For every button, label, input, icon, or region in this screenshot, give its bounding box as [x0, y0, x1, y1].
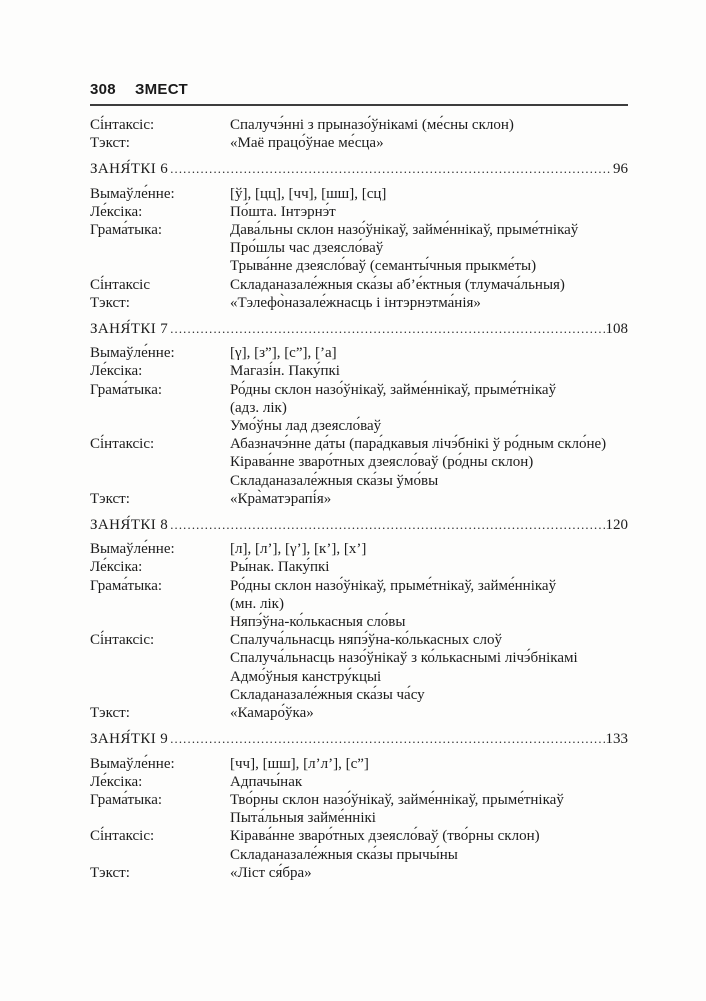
toc-row-line: «Кра̀матэрапі́я» — [230, 490, 332, 507]
toc-row-lines — [230, 435, 628, 490]
toc-row — [90, 435, 628, 490]
toc-row-lines — [230, 116, 628, 134]
toc-row-lines — [230, 704, 628, 722]
toc-row-lines — [230, 773, 628, 791]
toc-row-label: Грама́тыка: — [90, 577, 163, 594]
toc-row — [90, 294, 628, 312]
toc-row-label: Тэкст: — [90, 135, 130, 152]
section-heading — [90, 516, 628, 534]
dot-leader — [170, 320, 604, 338]
toc-row-label: Ле́ксіка: — [90, 363, 143, 380]
toc-row-line: Ро́дны склон назо́ўнікаў, прыме́тнікаў, займе́ннікаў — [230, 577, 557, 594]
page-header — [90, 81, 628, 98]
toc-content — [90, 116, 628, 882]
section-page-number: 133 — [605, 731, 628, 748]
toc-row-line: (мн. лік) — [230, 595, 284, 612]
toc-row — [90, 540, 628, 558]
toc-row-line: Спалуча́льнасць няпэ́ўна-ко́лькасных слоў — [230, 632, 503, 649]
toc-row-lines — [230, 381, 628, 436]
toc-row-lines — [230, 362, 628, 380]
toc-row-label: Грама́тыка: — [90, 791, 163, 808]
toc-row — [90, 864, 628, 882]
section-page-number: 120 — [605, 517, 628, 534]
toc-row — [90, 276, 628, 294]
section-page-number: 96 — [613, 161, 628, 178]
toc-row-lines — [230, 294, 628, 312]
section-title: ЗАНЯ́ТКІ 6 — [90, 161, 169, 178]
toc-row-label: Грама́тыка: — [90, 381, 163, 398]
toc-row — [90, 558, 628, 576]
toc-row-lines — [230, 791, 628, 827]
section-heading — [90, 160, 628, 178]
toc-row-line: Магазі́н. Паку́пкі — [230, 363, 340, 380]
toc-row-line: Про́шлы час дзеясло́ваў — [230, 240, 384, 257]
toc-row-line: Адпачы́нак — [230, 773, 303, 790]
toc-row-label: Сі́нтаксіс — [90, 276, 150, 293]
toc-row-line: «Маё працо́ўнае ме́сца» — [230, 135, 384, 152]
section-heading — [90, 320, 628, 338]
toc-row-label: Ле́ксіка: — [90, 773, 143, 790]
toc-row-lines — [230, 631, 628, 704]
toc-row-line: Кірава́нне зваро́тных дзеясло́ваў (тво́рны склон) — [230, 828, 540, 845]
toc-row-lines — [230, 827, 628, 863]
toc-row — [90, 381, 628, 436]
toc-row-line: Адмо́ўныя канстру́кцыі — [230, 668, 382, 685]
toc-row-line: По́шта. Інтэрнэ́т — [230, 203, 336, 220]
toc-row-label: Тэкст: — [90, 294, 130, 311]
section-heading — [90, 730, 628, 748]
toc-row-line: Пыта́льныя займе́ннікі — [230, 810, 376, 827]
toc-row-line: Складаназале́жныя ска́зы прычы́ны — [230, 846, 458, 863]
toc-row — [90, 203, 628, 221]
toc-row-line: Тво́рны склон назо́ўнікаў, займе́ннікаў, прыме́тнікаў — [230, 791, 564, 808]
toc-row-line: Няпэ́ўна-ко́лькасныя сло́вы — [230, 614, 406, 631]
page-header-title: ЗМЕСТ — [134, 81, 188, 98]
header-rule — [90, 104, 628, 106]
toc-row-line: Абазначэ́нне да́ты (пара́дкавыя лічэ́бнікі ў ро́дным скло́не) — [230, 436, 607, 453]
toc-row-lines — [230, 185, 628, 203]
toc-row-label: Грама́тыка: — [90, 222, 163, 239]
toc-row-line: Кірава́нне зваро́тных дзеясло́ваў (ро́дны склон) — [230, 454, 534, 471]
toc-row-line: [чч], [шш], [л’л’], [с”] — [230, 755, 369, 772]
toc-row-lines — [230, 755, 628, 773]
toc-row — [90, 185, 628, 203]
dot-leader — [170, 160, 612, 178]
toc-row-lines — [230, 221, 628, 276]
toc-row-label: Тэкст: — [90, 864, 130, 881]
toc-row-line: Спалуча́льнасць назо́ўнікаў з ко́лькаснымі лічэ́бнікамі — [230, 650, 578, 667]
toc-row-line: Складаназале́жныя ска́зы аб’е́ктныя (тлумача́льныя) — [230, 276, 565, 293]
page-number: 308 — [90, 81, 116, 98]
toc-row — [90, 631, 628, 704]
toc-row — [90, 827, 628, 863]
toc-row — [90, 755, 628, 773]
toc-row-label: Сі́нтаксіс: — [90, 828, 155, 845]
section-title: ЗАНЯ́ТКІ 9 — [90, 731, 169, 748]
toc-row-label: Тэкст: — [90, 490, 130, 507]
toc-row-line: [γ], [з”], [с”], [’а] — [230, 345, 337, 362]
toc-row-label: Вымаўле́нне: — [90, 185, 175, 202]
toc-row-label: Вымаўле́нне: — [90, 345, 175, 362]
toc-row-line: Ры́нак. Паку́пкі — [230, 559, 330, 576]
toc-row — [90, 362, 628, 380]
toc-row-line: [л], [л’], [γ’], [к’], [х’] — [230, 541, 367, 558]
toc-row-line: (адз. лік) — [230, 399, 287, 416]
toc-row — [90, 704, 628, 722]
toc-row-label: Тэкст: — [90, 705, 130, 722]
toc-row-line: Складаназале́жныя ска́зы ча́су — [230, 686, 425, 703]
toc-row-label: Ле́ксіка: — [90, 203, 143, 220]
toc-row-lines — [230, 134, 628, 152]
toc-row — [90, 116, 628, 134]
toc-row-line: Умо́ўны лад дзеясло́ваў — [230, 418, 382, 435]
toc-row-line: Дава́льны склон назо́ўнікаў, займе́ннікаў, прыме́тнікаў — [230, 222, 579, 239]
toc-row-line: Складаназале́жныя ска́зы ўмо́вы — [230, 472, 439, 489]
toc-row-lines — [230, 864, 628, 882]
toc-row — [90, 490, 628, 508]
toc-row-line: «Ліст ся́бра» — [230, 864, 312, 881]
toc-row-label: Вымаўле́нне: — [90, 755, 175, 772]
toc-row — [90, 221, 628, 276]
toc-row-label: Ле́ксіка: — [90, 559, 143, 576]
toc-row-label: Сі́нтаксіс: — [90, 117, 155, 133]
toc-row — [90, 773, 628, 791]
toc-row-label: Сі́нтаксіс: — [90, 632, 155, 649]
toc-row-line: Ро́дны склон назо́ўнікаў, займе́ннікаў, прыме́тнікаў — [230, 381, 557, 398]
toc-row-lines — [230, 577, 628, 632]
toc-row-line: Спалучэ́нні з прыназо́ўнікамі (ме́сны склон) — [230, 117, 514, 133]
toc-row-lines — [230, 540, 628, 558]
toc-row-lines — [230, 276, 628, 294]
section-title: ЗАНЯ́ТКІ 7 — [90, 321, 169, 338]
toc-row-line: [ў], [цц], [чч], [шш], [сц] — [230, 185, 387, 202]
dot-leader — [170, 730, 604, 748]
section-page-number: 108 — [605, 321, 628, 338]
toc-row-line: «Тэлефо̀назале́жнасць і інтэрнэтма́нія» — [230, 294, 481, 311]
toc-row-lines — [230, 203, 628, 221]
toc-row — [90, 577, 628, 632]
dot-leader — [170, 516, 604, 534]
toc-row-label: Вымаўле́нне: — [90, 541, 175, 558]
toc-row-lines — [230, 558, 628, 576]
toc-row-label: Сі́нтаксіс: — [90, 436, 155, 453]
toc-row-line: Трыва́нне дзеясло́ваў (семанты́чныя прыкме́ты) — [230, 258, 537, 275]
toc-row-lines — [230, 344, 628, 362]
toc-row-line: «Камаро́ўка» — [230, 705, 314, 722]
section-title: ЗАНЯ́ТКІ 8 — [90, 517, 169, 534]
toc-row — [90, 134, 628, 152]
toc-row-lines — [230, 490, 628, 508]
toc-row — [90, 791, 628, 827]
toc-row — [90, 344, 628, 362]
